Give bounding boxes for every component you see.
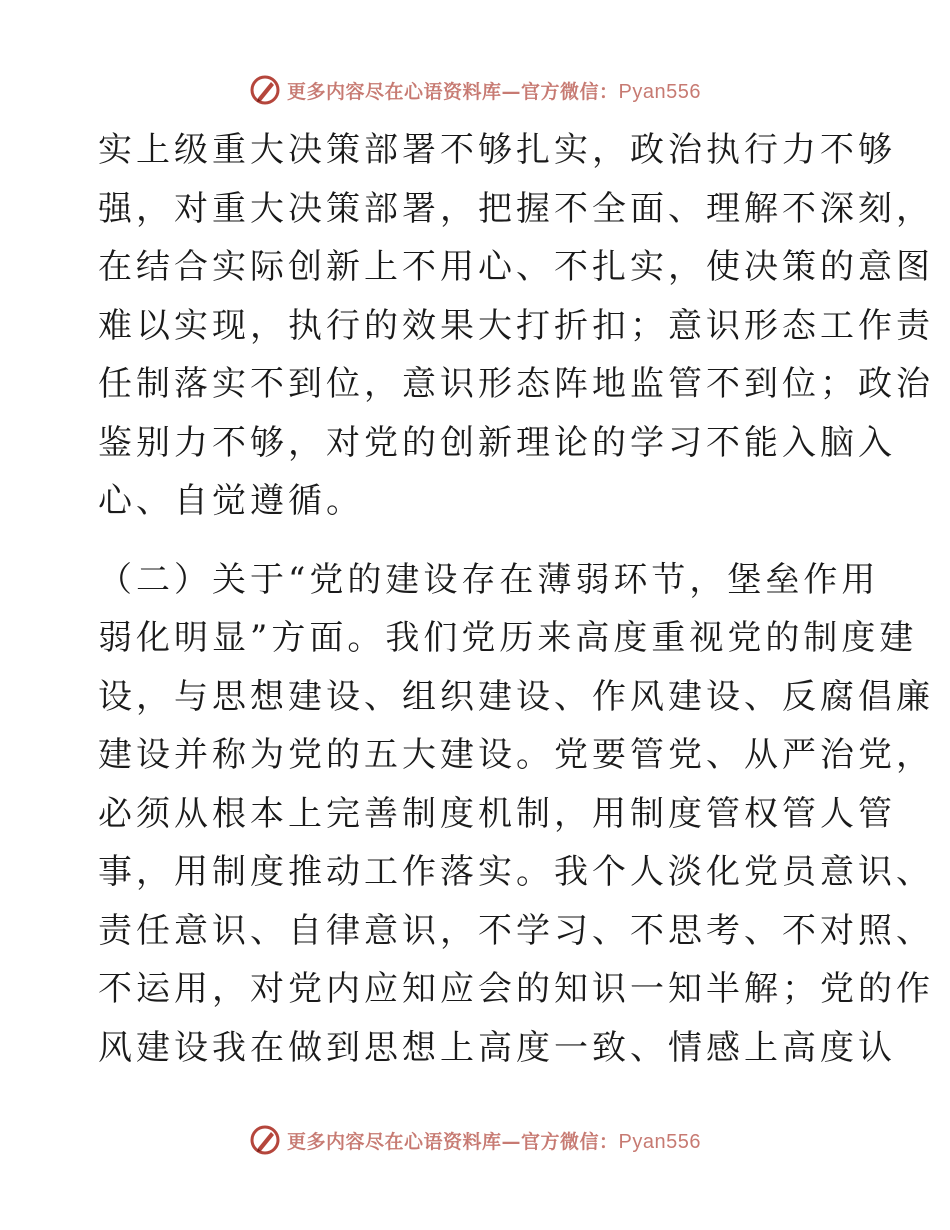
paragraph xyxy=(98,551,934,1078)
text-line: 风建设我在做到思想上高度一致、情感上高度认 xyxy=(98,1027,896,1068)
text-line: 任制落实不到位，意识形态阵地监管不到位；政治 xyxy=(98,364,934,404)
text-line: 难以实现，执行的效果大打折扣；意识形态工作责 xyxy=(98,305,934,346)
text-line: 建设并称为党的五大建设。党要管党、从严治党， xyxy=(98,735,934,775)
watermark-text: 更多内容尽在心语资料库—官方微信：Pyan556 xyxy=(287,80,701,103)
text-line: 鉴别力不够，对党的创新理论的学习不能入脑入 xyxy=(98,422,896,463)
text-line: 实上级重大决策部署不够扎实，政治执行力不够 xyxy=(98,130,896,170)
pen-logo-icon xyxy=(249,1124,281,1156)
text-line: 弱化明显”方面。我们党历来高度重视党的制度建 xyxy=(98,618,918,658)
text-line: 设，与思想建设、组织建设、作风建设、反腐倡廉 xyxy=(98,676,934,717)
text-line: 强，对重大决策部署，把握不全面、理解不深刻， xyxy=(98,188,934,229)
header-watermark xyxy=(0,70,950,110)
text-line: 责任意识、自律意识，不学习、不思考、不对照、 xyxy=(98,910,934,951)
text-line: 不运用，对党内应知应会的知识一知半解；党的作 xyxy=(98,969,934,1009)
text-line: 心、自觉遵循。 xyxy=(98,481,364,521)
document-body xyxy=(98,121,934,1077)
watermark-text: 更多内容尽在心语资料库—官方微信：Pyan556 xyxy=(287,1130,701,1153)
text-line: 必须从根本上完善制度机制，用制度管权管人管 xyxy=(98,793,896,834)
pen-logo-icon xyxy=(249,74,281,106)
footer-watermark xyxy=(0,1120,950,1160)
text-line: 在结合实际创新上不用心、不扎实，使决策的意图 xyxy=(98,247,934,287)
paragraph xyxy=(98,121,934,531)
text-line: 事，用制度推动工作落实。我个人淡化党员意识、 xyxy=(98,852,934,892)
text-line: （二）关于“党的建设存在薄弱环节，堡垒作用 xyxy=(98,559,880,600)
